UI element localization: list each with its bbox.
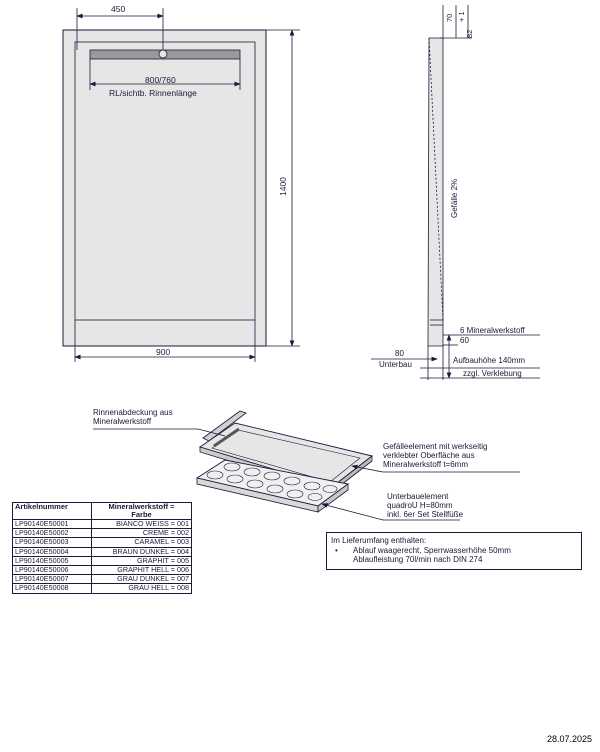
dim-80: 80 [395,349,404,358]
document-date: 28.07.2025 [546,734,592,744]
table-row [13,538,192,547]
unterbau-element-label-3: inkl. 6er Set Stellfüße [387,510,464,519]
article-number: LP90140E50001 [13,520,92,529]
article-color: CARAMEL = 003 [92,538,192,547]
header-material-line2: Farbe [131,510,152,519]
article-color: CREME = 002 [92,529,192,538]
scope-title: Im Lieferumfang enthalten: [331,536,427,545]
article-number: LP90140E50005 [13,556,92,565]
cover-label-2: Mineralwerkstoff [93,417,152,426]
gefaelle-label-2: verklebter Oberfläche aus [383,451,475,460]
article-number: LP90140E50008 [13,584,92,593]
drain-outlet [159,50,167,58]
mineral-thickness-label: 6 Mineralwerkstoff [460,326,525,335]
table-row [13,584,192,593]
dim-60: 60 [460,336,469,345]
dim-450: 450 [111,4,126,14]
unterbau-element-label-2: quadroU H=80mm [387,501,453,510]
article-number: LP90140E50007 [13,575,92,584]
unterbau-label: Unterbau [379,360,412,369]
table-header-row [13,503,192,520]
article-number: LP90140E50006 [13,565,92,574]
rinne-label: RL/sichtb. Rinnenlänge [109,88,197,98]
article-color: GRAU DUNKEL = 007 [92,575,192,584]
article-color: BIANCO WEISS = 001 [92,520,192,529]
gefaelle-label-1: Gefälleelement mit werkseitig [383,442,488,451]
article-color: GRAPHIT = 005 [92,556,192,565]
article-color: BRAUN DUNKEL = 004 [92,547,192,556]
dim-70: 70 [445,13,454,22]
article-number: LP90140E50003 [13,538,92,547]
dim-900: 900 [156,347,171,357]
scope-bullet: • [335,546,338,555]
header-article-number: Artikelnummer [13,503,92,520]
article-number: LP90140E50002 [13,529,92,538]
article-color: GRAU HELL = 008 [92,584,192,593]
aufbau-label: Aufbauhöhe 140mm [453,356,526,365]
slope-label: Gefälle 2% [450,178,459,218]
gefaelle-label-3: Mineralwerkstoff t=6mm [383,460,468,469]
article-color: GRAPHIT HELL = 006 [92,565,192,574]
cover-label-1: Rinnenabdeckung aus [93,408,173,417]
zzgl-label: zzgl. Verklebung [463,369,522,378]
header-material-line1: Mineralwerkstoff = [108,502,175,511]
article-table [12,502,192,594]
article-number: LP90140E50004 [13,547,92,556]
dim-plus-tolerance: + 1 [457,11,466,22]
unterbau-element-label-1: Unterbauelement [387,492,449,501]
dim-rinne: 800/760 [145,75,176,85]
scope-line-1: Ablauf waagerecht, Sperrwasserhöhe 50mm [353,546,511,555]
dim-1400: 1400 [278,177,288,196]
dim-82: 82 [465,29,474,38]
tray-side-profile [428,38,443,346]
scope-line-2: Ablaufleistung 70l/min nach DIN 274 [353,555,483,564]
scope-of-delivery-box [326,532,582,570]
table-row [13,547,192,556]
header-material [92,503,192,520]
